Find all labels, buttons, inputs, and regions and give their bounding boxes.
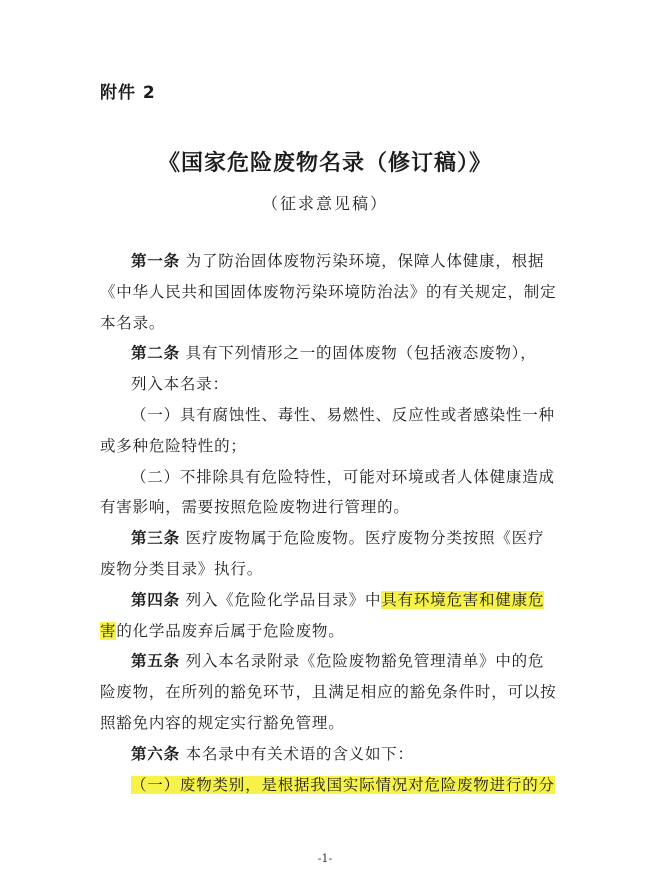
article-4-highlight-2: 害 [100,621,117,640]
article-4-highlight-1: 具有环境危害和健康危 [381,590,545,609]
article-5 [100,646,560,677]
article-5-line-2: 险废物，在所列的豁免环节，且满足相应的豁免条件时，可以按 [100,683,557,702]
article-4 [100,585,560,616]
article-5-cont-2 [100,708,560,739]
article-1-line-2: 《中华人民共和国固体废物污染环境防治法》的有关规定，制定 [100,282,557,301]
article-2-item-1-line-1: （一）具有腐蚀性、毒性、易燃性、反应性或者感染性一种 [131,405,555,424]
document-title: 《国家危险废物名录（修订稿）》 [157,151,492,176]
article-6-label: 第六条 [131,744,180,763]
article-6-highlight: （一）废物类别，是根据我国实际情况对危险废物进行的分 [131,775,555,794]
article-2-item-2-cont [100,492,560,523]
article-2-item-2 [100,462,560,493]
article-2-line-1: 具有下列情形之一的固体废物（包括液态废物）， [185,344,537,363]
article-2-item-1-cont [100,431,560,462]
article-4-line-2-post: 的化学品废弃后属于危险废物。 [116,621,345,640]
article-2-cont [100,369,560,400]
article-2-item-2-line-1: （二）不排除具有危险特性，可能对环境或者人体健康造成 [131,467,555,486]
article-2-item-1-line-2: 或多种危险特性的； [100,436,247,455]
article-3-line-2: 废物分类目录》执行。 [100,559,264,578]
article-3-label: 第三条 [131,529,180,548]
article-2-label: 第二条 [131,344,180,363]
article-2-line-2: 列入本名录： [131,375,229,394]
article-3-cont [100,554,560,585]
article-1-line-1: 为了防治固体废物污染环境，保障人体健康，根据 [185,252,545,270]
annex-label: 附件 2 [100,83,156,103]
article-4-line-1-pre: 列入《危险化学品目录》中 [185,590,382,609]
article-6-item-1 [100,770,560,801]
article-6-line-1: 本名录中有关术语的含义如下： [185,744,414,763]
article-5-label: 第五条 [131,652,180,671]
article-1 [100,246,560,277]
article-3-line-1: 医疗废物属于危险废物。医疗废物分类按照《医疗 [185,529,545,548]
article-1-cont-1 [100,277,560,308]
document-subtitle: （征求意见稿） [261,194,388,213]
article-2 [100,338,560,369]
article-5-line-1: 列入本名录附录《危险废物豁免管理清单》中的危 [185,652,545,671]
article-1-cont-2 [100,308,560,339]
article-3 [100,523,560,554]
article-2-item-2-line-2: 有害影响，需要按照危险废物进行管理的。 [100,498,410,517]
article-4-label: 第四条 [131,590,180,609]
document-body [100,246,560,800]
page-number: -1- [317,852,333,865]
article-2-item-1 [100,400,560,431]
article-1-line-3: 本名录。 [100,313,166,332]
article-4-cont [100,616,560,647]
article-6 [100,739,560,770]
article-5-line-3: 照豁免内容的规定实行豁免管理。 [100,713,345,732]
article-5-cont-1 [100,677,560,708]
article-1-label: 第一条 [131,252,180,270]
